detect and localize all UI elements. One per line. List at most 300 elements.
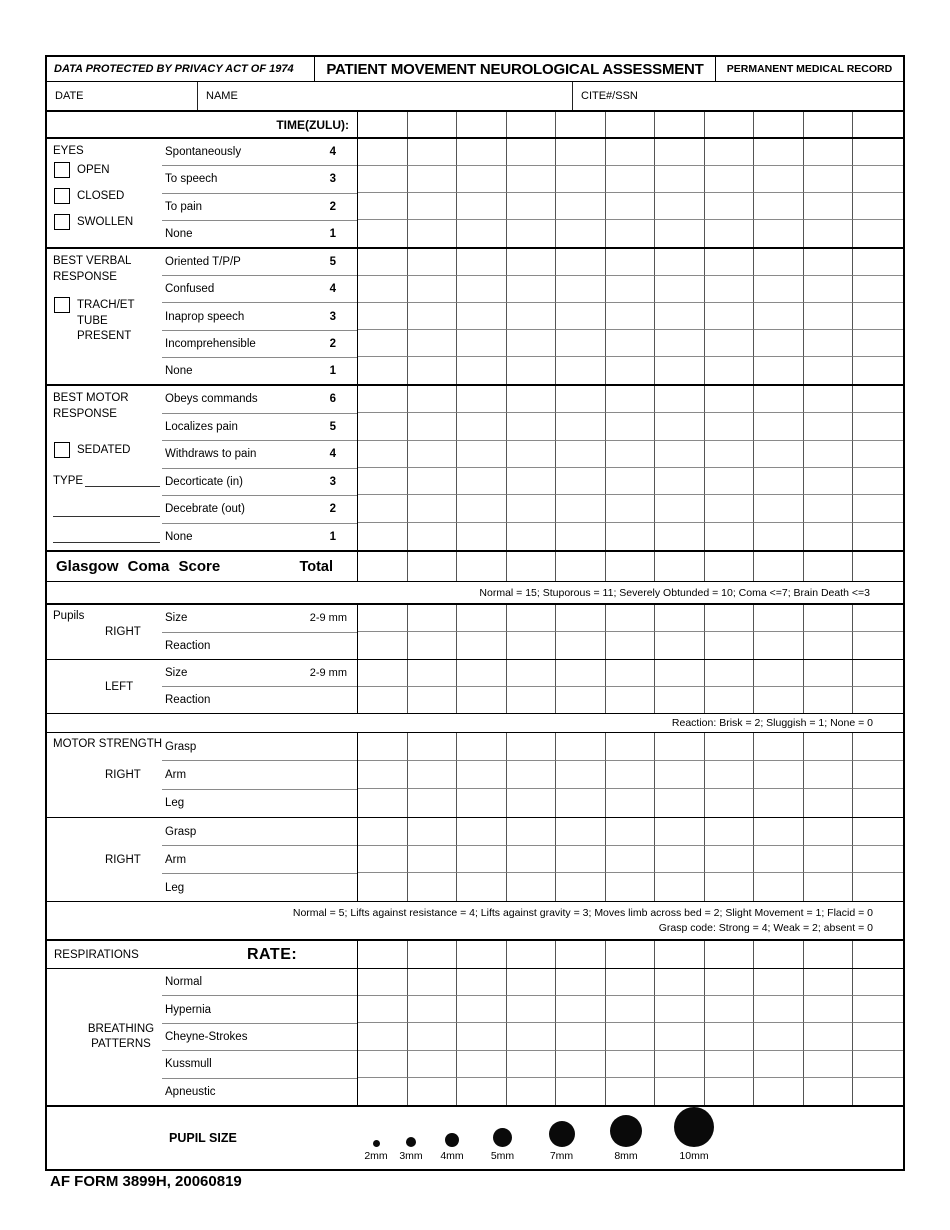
sedated-checkbox[interactable] xyxy=(54,442,70,458)
entry-cell[interactable] xyxy=(556,386,606,413)
entry-cell[interactable] xyxy=(358,441,408,468)
entry-cell[interactable] xyxy=(457,112,507,137)
entry-cell[interactable] xyxy=(358,996,408,1023)
entry-cell[interactable] xyxy=(853,330,903,357)
entry-cell[interactable] xyxy=(408,733,458,761)
entry-cell[interactable] xyxy=(804,846,854,874)
entry-cell[interactable] xyxy=(507,1023,557,1050)
entry-cell[interactable] xyxy=(408,846,458,874)
entry-cell[interactable] xyxy=(754,818,804,846)
entry-cell[interactable] xyxy=(606,468,656,495)
entry-cell[interactable] xyxy=(507,632,557,659)
entry-cell[interactable] xyxy=(853,632,903,659)
entry-cell[interactable] xyxy=(655,1023,705,1050)
entry-cell[interactable] xyxy=(606,552,656,581)
entry-cell[interactable] xyxy=(457,1051,507,1078)
entry-cell[interactable] xyxy=(804,687,854,714)
entry-cell[interactable] xyxy=(358,357,408,384)
entry-cell[interactable] xyxy=(754,969,804,996)
entry-cell[interactable] xyxy=(804,789,854,817)
entry-cell[interactable] xyxy=(853,441,903,468)
entry-cell[interactable] xyxy=(853,687,903,714)
entry-cell[interactable] xyxy=(606,495,656,522)
entry-cell[interactable] xyxy=(358,1078,408,1105)
entry-cell[interactable] xyxy=(705,1051,755,1078)
entry-cell[interactable] xyxy=(457,139,507,166)
entry-cell[interactable] xyxy=(853,789,903,817)
entry-cell[interactable] xyxy=(804,139,854,166)
entry-cell[interactable] xyxy=(507,276,557,303)
entry-cell[interactable] xyxy=(804,166,854,193)
entry-cell[interactable] xyxy=(457,441,507,468)
write-in-line[interactable] xyxy=(53,542,160,543)
entry-cell[interactable] xyxy=(556,441,606,468)
entry-cell[interactable] xyxy=(556,193,606,220)
entry-cell[interactable] xyxy=(705,166,755,193)
entry-cell[interactable] xyxy=(606,1023,656,1050)
entry-cell[interactable] xyxy=(457,1078,507,1105)
entry-cell[interactable] xyxy=(655,941,705,968)
entry-cell[interactable] xyxy=(358,1051,408,1078)
entry-cell[interactable] xyxy=(358,112,408,137)
entry-cell[interactable] xyxy=(853,413,903,440)
entry-cell[interactable] xyxy=(705,846,755,874)
entry-cell[interactable] xyxy=(655,761,705,789)
entry-cell[interactable] xyxy=(507,139,557,166)
entry-cell[interactable] xyxy=(754,846,804,874)
entry-cell[interactable] xyxy=(556,413,606,440)
entry-cell[interactable] xyxy=(507,761,557,789)
entry-cell[interactable] xyxy=(457,1023,507,1050)
entry-cell[interactable] xyxy=(556,220,606,247)
entry-cell[interactable] xyxy=(754,276,804,303)
entry-cell[interactable] xyxy=(754,789,804,817)
entry-cell[interactable] xyxy=(705,941,755,968)
entry-cell[interactable] xyxy=(408,112,458,137)
entry-cell[interactable] xyxy=(853,468,903,495)
entry-cell[interactable] xyxy=(507,193,557,220)
entry-cell[interactable] xyxy=(804,1051,854,1078)
entry-cell[interactable] xyxy=(705,303,755,330)
entry-cell[interactable] xyxy=(606,249,656,276)
entry-cell[interactable] xyxy=(457,761,507,789)
entry-cell[interactable] xyxy=(408,523,458,550)
entry-cell[interactable] xyxy=(556,873,606,901)
entry-cell[interactable] xyxy=(457,687,507,714)
type-write-in-line[interactable] xyxy=(85,474,160,487)
entry-cell[interactable] xyxy=(358,969,408,996)
entry-cell[interactable] xyxy=(408,941,458,968)
entry-cell[interactable] xyxy=(358,873,408,901)
entry-cell[interactable] xyxy=(853,357,903,384)
entry-cell[interactable] xyxy=(507,303,557,330)
entry-cell[interactable] xyxy=(705,413,755,440)
entry-cell[interactable] xyxy=(705,789,755,817)
entry-cell[interactable] xyxy=(655,873,705,901)
entry-cell[interactable] xyxy=(853,249,903,276)
entry-cell[interactable] xyxy=(853,303,903,330)
entry-cell[interactable] xyxy=(804,276,854,303)
entry-cell[interactable] xyxy=(556,632,606,659)
entry-cell[interactable] xyxy=(804,523,854,550)
entry-cell[interactable] xyxy=(655,276,705,303)
entry-cell[interactable] xyxy=(705,552,755,581)
entry-cell[interactable] xyxy=(804,495,854,522)
entry-cell[interactable] xyxy=(358,220,408,247)
entry-cell[interactable] xyxy=(457,632,507,659)
entry-cell[interactable] xyxy=(507,386,557,413)
entry-cell[interactable] xyxy=(754,249,804,276)
entry-cell[interactable] xyxy=(804,193,854,220)
entry-cell[interactable] xyxy=(606,789,656,817)
entry-cell[interactable] xyxy=(705,441,755,468)
entry-cell[interactable] xyxy=(853,846,903,874)
entry-cell[interactable] xyxy=(804,249,854,276)
entry-cell[interactable] xyxy=(804,941,854,968)
entry-cell[interactable] xyxy=(457,276,507,303)
entry-cell[interactable] xyxy=(408,632,458,659)
entry-cell[interactable] xyxy=(457,166,507,193)
entry-cell[interactable] xyxy=(754,941,804,968)
entry-cell[interactable] xyxy=(853,220,903,247)
entry-cell[interactable] xyxy=(804,761,854,789)
entry-cell[interactable] xyxy=(408,687,458,714)
entry-cell[interactable] xyxy=(556,523,606,550)
entry-cell[interactable] xyxy=(606,441,656,468)
entry-cell[interactable] xyxy=(606,761,656,789)
entry-cell[interactable] xyxy=(507,330,557,357)
entry-cell[interactable] xyxy=(457,605,507,632)
entry-cell[interactable] xyxy=(705,495,755,522)
entry-cell[interactable] xyxy=(705,523,755,550)
entry-cell[interactable] xyxy=(507,468,557,495)
entry-cell[interactable] xyxy=(853,523,903,550)
entry-cell[interactable] xyxy=(804,303,854,330)
entry-cell[interactable] xyxy=(754,441,804,468)
entry-cell[interactable] xyxy=(457,495,507,522)
entry-cell[interactable] xyxy=(705,1023,755,1050)
entry-cell[interactable] xyxy=(507,733,557,761)
entry-cell[interactable] xyxy=(358,249,408,276)
entry-cell[interactable] xyxy=(556,276,606,303)
entry-cell[interactable] xyxy=(853,1078,903,1105)
entry-cell[interactable] xyxy=(705,818,755,846)
entry-cell[interactable] xyxy=(853,873,903,901)
entry-cell[interactable] xyxy=(556,1023,606,1050)
entry-cell[interactable] xyxy=(655,818,705,846)
entry-cell[interactable] xyxy=(804,552,854,581)
entry-cell[interactable] xyxy=(556,330,606,357)
entry-cell[interactable] xyxy=(655,193,705,220)
entry-cell[interactable] xyxy=(408,220,458,247)
entry-cell[interactable] xyxy=(408,969,458,996)
entry-cell[interactable] xyxy=(754,357,804,384)
entry-cell[interactable] xyxy=(457,523,507,550)
entry-cell[interactable] xyxy=(358,413,408,440)
entry-cell[interactable] xyxy=(457,357,507,384)
entry-cell[interactable] xyxy=(556,660,606,687)
entry-cell[interactable] xyxy=(705,330,755,357)
entry-cell[interactable] xyxy=(804,873,854,901)
entry-cell[interactable] xyxy=(358,789,408,817)
entry-cell[interactable] xyxy=(853,996,903,1023)
entry-cell[interactable] xyxy=(408,789,458,817)
entry-cell[interactable] xyxy=(754,761,804,789)
entry-cell[interactable] xyxy=(556,733,606,761)
entry-cell[interactable] xyxy=(705,632,755,659)
entry-cell[interactable] xyxy=(358,552,408,581)
entry-cell[interactable] xyxy=(804,413,854,440)
entry-cell[interactable] xyxy=(804,660,854,687)
entry-cell[interactable] xyxy=(556,468,606,495)
entry-cell[interactable] xyxy=(606,660,656,687)
entry-cell[interactable] xyxy=(655,330,705,357)
entry-cell[interactable] xyxy=(754,687,804,714)
closed-checkbox[interactable] xyxy=(54,188,70,204)
entry-cell[interactable] xyxy=(606,1051,656,1078)
entry-cell[interactable] xyxy=(655,789,705,817)
entry-cell[interactable] xyxy=(853,818,903,846)
entry-cell[interactable] xyxy=(655,112,705,137)
entry-cell[interactable] xyxy=(358,687,408,714)
entry-cell[interactable] xyxy=(853,1023,903,1050)
entry-cell[interactable] xyxy=(705,873,755,901)
entry-cell[interactable] xyxy=(408,441,458,468)
entry-cell[interactable] xyxy=(754,660,804,687)
entry-cell[interactable] xyxy=(457,941,507,968)
entry-cell[interactable] xyxy=(606,632,656,659)
entry-cell[interactable] xyxy=(705,112,755,137)
entry-cell[interactable] xyxy=(457,220,507,247)
entry-cell[interactable] xyxy=(754,1051,804,1078)
entry-cell[interactable] xyxy=(655,846,705,874)
entry-cell[interactable] xyxy=(853,193,903,220)
entry-cell[interactable] xyxy=(507,112,557,137)
entry-cell[interactable] xyxy=(655,1051,705,1078)
entry-cell[interactable] xyxy=(804,330,854,357)
entry-cell[interactable] xyxy=(457,193,507,220)
entry-cell[interactable] xyxy=(556,941,606,968)
entry-cell[interactable] xyxy=(408,386,458,413)
entry-cell[interactable] xyxy=(507,495,557,522)
entry-cell[interactable] xyxy=(804,996,854,1023)
entry-cell[interactable] xyxy=(457,996,507,1023)
entry-cell[interactable] xyxy=(705,468,755,495)
entry-cell[interactable] xyxy=(408,495,458,522)
entry-cell[interactable] xyxy=(606,303,656,330)
entry-cell[interactable] xyxy=(804,733,854,761)
entry-cell[interactable] xyxy=(804,441,854,468)
entry-cell[interactable] xyxy=(655,441,705,468)
entry-cell[interactable] xyxy=(358,523,408,550)
trach-tube-checkbox[interactable] xyxy=(54,297,70,313)
entry-cell[interactable] xyxy=(556,166,606,193)
entry-cell[interactable] xyxy=(754,523,804,550)
entry-cell[interactable] xyxy=(655,632,705,659)
entry-cell[interactable] xyxy=(556,139,606,166)
entry-cell[interactable] xyxy=(556,249,606,276)
entry-cell[interactable] xyxy=(358,846,408,874)
entry-cell[interactable] xyxy=(358,761,408,789)
entry-cell[interactable] xyxy=(556,818,606,846)
entry-cell[interactable] xyxy=(408,1051,458,1078)
entry-cell[interactable] xyxy=(457,660,507,687)
entry-cell[interactable] xyxy=(408,552,458,581)
entry-cell[interactable] xyxy=(606,413,656,440)
entry-cell[interactable] xyxy=(556,969,606,996)
entry-cell[interactable] xyxy=(853,941,903,968)
entry-cell[interactable] xyxy=(358,733,408,761)
entry-cell[interactable] xyxy=(507,1078,557,1105)
entry-cell[interactable] xyxy=(408,139,458,166)
entry-cell[interactable] xyxy=(655,996,705,1023)
entry-cell[interactable] xyxy=(853,276,903,303)
entry-cell[interactable] xyxy=(804,220,854,247)
entry-cell[interactable] xyxy=(754,386,804,413)
entry-cell[interactable] xyxy=(457,873,507,901)
entry-cell[interactable] xyxy=(606,687,656,714)
entry-cell[interactable] xyxy=(408,357,458,384)
entry-cell[interactable] xyxy=(507,687,557,714)
entry-cell[interactable] xyxy=(358,632,408,659)
entry-cell[interactable] xyxy=(358,605,408,632)
entry-cell[interactable] xyxy=(705,139,755,166)
entry-cell[interactable] xyxy=(705,605,755,632)
entry-cell[interactable] xyxy=(606,846,656,874)
entry-cell[interactable] xyxy=(408,276,458,303)
entry-cell[interactable] xyxy=(804,818,854,846)
entry-cell[interactable] xyxy=(754,1023,804,1050)
entry-cell[interactable] xyxy=(556,789,606,817)
entry-cell[interactable] xyxy=(853,733,903,761)
entry-cell[interactable] xyxy=(705,249,755,276)
entry-cell[interactable] xyxy=(655,495,705,522)
entry-cell[interactable] xyxy=(853,112,903,137)
entry-cell[interactable] xyxy=(606,605,656,632)
entry-cell[interactable] xyxy=(655,687,705,714)
entry-cell[interactable] xyxy=(507,846,557,874)
entry-cell[interactable] xyxy=(606,818,656,846)
entry-cell[interactable] xyxy=(606,139,656,166)
entry-cell[interactable] xyxy=(606,276,656,303)
entry-cell[interactable] xyxy=(507,523,557,550)
entry-cell[interactable] xyxy=(606,112,656,137)
entry-cell[interactable] xyxy=(804,632,854,659)
entry-cell[interactable] xyxy=(705,357,755,384)
entry-cell[interactable] xyxy=(655,605,705,632)
entry-cell[interactable] xyxy=(556,761,606,789)
entry-cell[interactable] xyxy=(655,523,705,550)
entry-cell[interactable] xyxy=(853,1051,903,1078)
entry-cell[interactable] xyxy=(358,276,408,303)
entry-cell[interactable] xyxy=(457,468,507,495)
entry-cell[interactable] xyxy=(408,1023,458,1050)
entry-cell[interactable] xyxy=(457,386,507,413)
entry-cell[interactable] xyxy=(606,357,656,384)
cite-ssn-field[interactable] xyxy=(572,82,903,110)
entry-cell[interactable] xyxy=(606,1078,656,1105)
entry-cell[interactable] xyxy=(556,605,606,632)
entry-cell[interactable] xyxy=(507,552,557,581)
entry-cell[interactable] xyxy=(358,1023,408,1050)
entry-cell[interactable] xyxy=(556,303,606,330)
entry-cell[interactable] xyxy=(408,761,458,789)
entry-cell[interactable] xyxy=(606,996,656,1023)
entry-cell[interactable] xyxy=(655,357,705,384)
entry-cell[interactable] xyxy=(655,468,705,495)
entry-cell[interactable] xyxy=(358,139,408,166)
entry-cell[interactable] xyxy=(507,1051,557,1078)
entry-cell[interactable] xyxy=(606,330,656,357)
entry-cell[interactable] xyxy=(606,733,656,761)
entry-cell[interactable] xyxy=(606,386,656,413)
entry-cell[interactable] xyxy=(408,468,458,495)
entry-cell[interactable] xyxy=(804,969,854,996)
entry-cell[interactable] xyxy=(655,220,705,247)
entry-cell[interactable] xyxy=(754,495,804,522)
write-in-line[interactable] xyxy=(53,516,160,517)
entry-cell[interactable] xyxy=(408,996,458,1023)
entry-cell[interactable] xyxy=(754,873,804,901)
entry-cell[interactable] xyxy=(507,996,557,1023)
entry-cell[interactable] xyxy=(556,552,606,581)
entry-cell[interactable] xyxy=(655,969,705,996)
entry-cell[interactable] xyxy=(705,660,755,687)
entry-cell[interactable] xyxy=(408,303,458,330)
entry-cell[interactable] xyxy=(853,605,903,632)
entry-cell[interactable] xyxy=(408,660,458,687)
entry-cell[interactable] xyxy=(853,969,903,996)
entry-cell[interactable] xyxy=(556,996,606,1023)
entry-cell[interactable] xyxy=(408,166,458,193)
entry-cell[interactable] xyxy=(358,468,408,495)
entry-cell[interactable] xyxy=(556,357,606,384)
entry-cell[interactable] xyxy=(804,1078,854,1105)
entry-cell[interactable] xyxy=(655,386,705,413)
entry-cell[interactable] xyxy=(556,687,606,714)
entry-cell[interactable] xyxy=(358,303,408,330)
entry-cell[interactable] xyxy=(606,220,656,247)
entry-cell[interactable] xyxy=(655,733,705,761)
entry-cell[interactable] xyxy=(358,386,408,413)
entry-cell[interactable] xyxy=(754,330,804,357)
entry-cell[interactable] xyxy=(507,357,557,384)
entry-cell[interactable] xyxy=(804,112,854,137)
entry-cell[interactable] xyxy=(507,941,557,968)
entry-cell[interactable] xyxy=(754,1078,804,1105)
entry-cell[interactable] xyxy=(457,413,507,440)
entry-cell[interactable] xyxy=(457,818,507,846)
entry-cell[interactable] xyxy=(754,166,804,193)
entry-cell[interactable] xyxy=(655,303,705,330)
entry-cell[interactable] xyxy=(408,605,458,632)
entry-cell[interactable] xyxy=(507,220,557,247)
entry-cell[interactable] xyxy=(556,112,606,137)
entry-cell[interactable] xyxy=(408,330,458,357)
entry-cell[interactable] xyxy=(408,873,458,901)
entry-cell[interactable] xyxy=(457,330,507,357)
entry-cell[interactable] xyxy=(754,468,804,495)
entry-cell[interactable] xyxy=(507,873,557,901)
entry-cell[interactable] xyxy=(606,166,656,193)
entry-cell[interactable] xyxy=(507,789,557,817)
entry-cell[interactable] xyxy=(408,413,458,440)
entry-cell[interactable] xyxy=(606,969,656,996)
entry-cell[interactable] xyxy=(408,193,458,220)
entry-cell[interactable] xyxy=(705,1078,755,1105)
entry-cell[interactable] xyxy=(556,495,606,522)
entry-cell[interactable] xyxy=(754,996,804,1023)
